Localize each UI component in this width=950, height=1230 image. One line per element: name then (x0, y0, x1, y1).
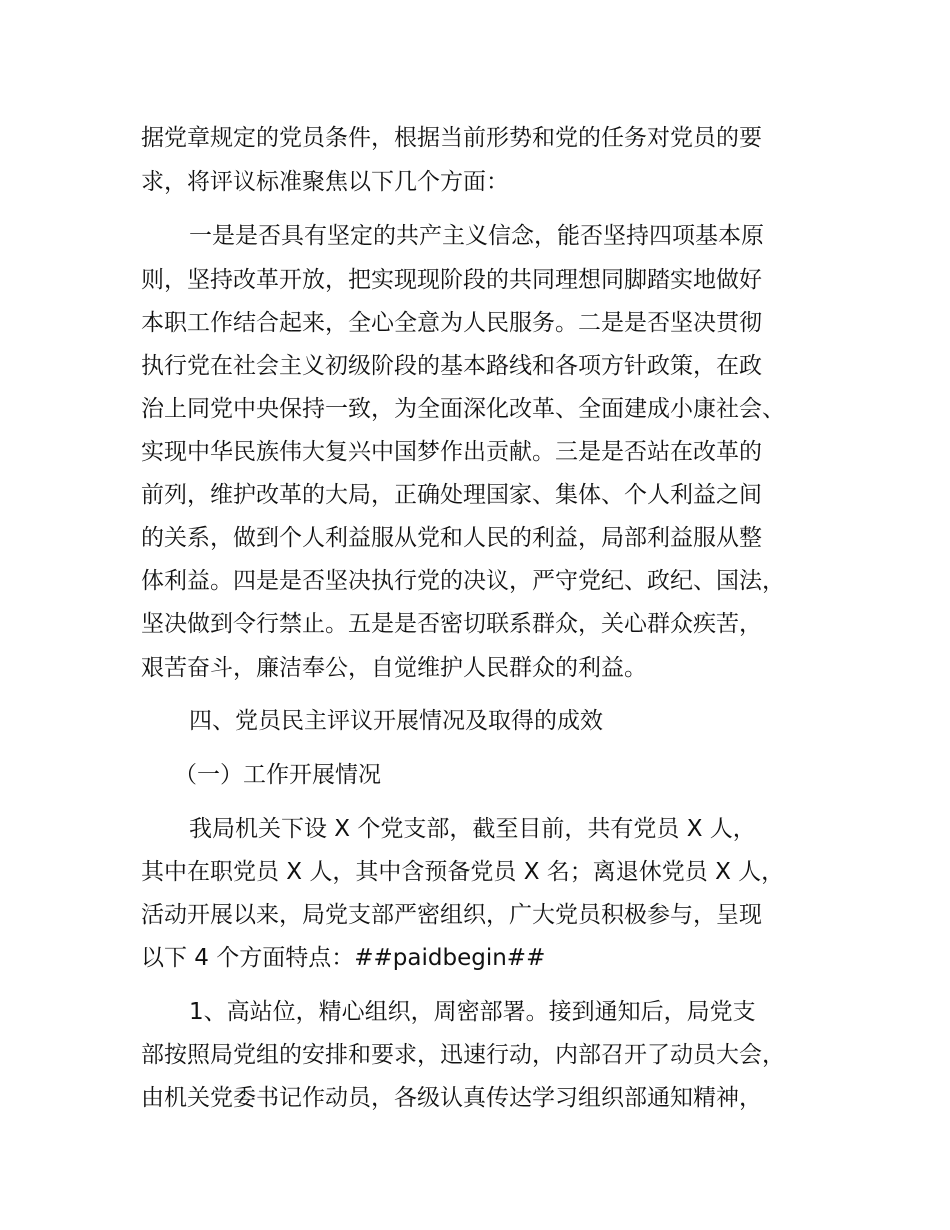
paragraph-line: 以下 4 个方面特点：##paidbegin## (141, 945, 546, 971)
paragraph-line: 体利益。四是是否坚决执行党的决议，严守党纪、政纪、国法， (141, 568, 785, 594)
paragraph-line: 艰苦奋斗，廉洁奉公，自觉维护人民群众的利益。 (141, 655, 647, 681)
paragraph-line: 求，将评议标准聚焦以下几个方面： (141, 169, 509, 195)
paragraph-line: 其中在职党员 X 人，其中含预备党员 X 名；离退休党员 X 人， (141, 859, 785, 885)
paragraph-line: 执行党在社会主义初级阶段的基本路线和各项方针政策，在政 (141, 353, 762, 379)
paragraph-line: 部按照局党组的安排和要求，迅速行动，内部召开了动员大会， (141, 1042, 785, 1068)
paragraph-line: 据党章规定的党员条件，根据当前形势和党的任务对党员的要 (141, 125, 762, 151)
paragraph-line: 的关系，做到个人利益服从党和人民的利益，局部利益服从整 (141, 525, 762, 551)
paragraph-line: 实现中华民族伟大复兴中国梦作出贡献。三是是否站在改革的 (141, 439, 762, 465)
paragraph-line: 由机关党委书记作动员，各级认真传达学习组织部通知精神， (141, 1085, 762, 1111)
paragraph-line: 我局机关下设 X 个党支部，截至目前，共有党员 X 人， (189, 816, 756, 842)
paragraph-line: 前列，维护改革的大局，正确处理国家、集体、个人利益之间 (141, 482, 762, 508)
section-heading: 四、党员民主评议开展情况及取得的成效 (189, 708, 603, 734)
paragraph-line: 则，坚持改革开放，把实现现阶段的共同理想同脚踏实地做好 (141, 267, 762, 293)
paragraph-line: 一是是否具有坚定的共产主义信念，能否坚持四项基本原 (189, 223, 764, 249)
paragraph-line: 坚决做到令行禁止。五是是否密切联系群众，关心群众疾苦， (141, 611, 762, 637)
paragraph-line: 1、高站位，精心组织，周密部署。接到通知后，局党支 (189, 999, 756, 1025)
paragraph-line: 本职工作结合起来，全心全意为人民服务。二是是否坚决贯彻 (141, 310, 762, 336)
paragraph-line: 治上同党中央保持一致，为全面深化改革、全面建成小康社会、 (141, 396, 785, 422)
subsection-heading: （一）工作开展情况 (174, 762, 381, 788)
paragraph-line: 活动开展以来，局党支部严密组织，广大党员积极参与，呈现 (141, 902, 762, 928)
